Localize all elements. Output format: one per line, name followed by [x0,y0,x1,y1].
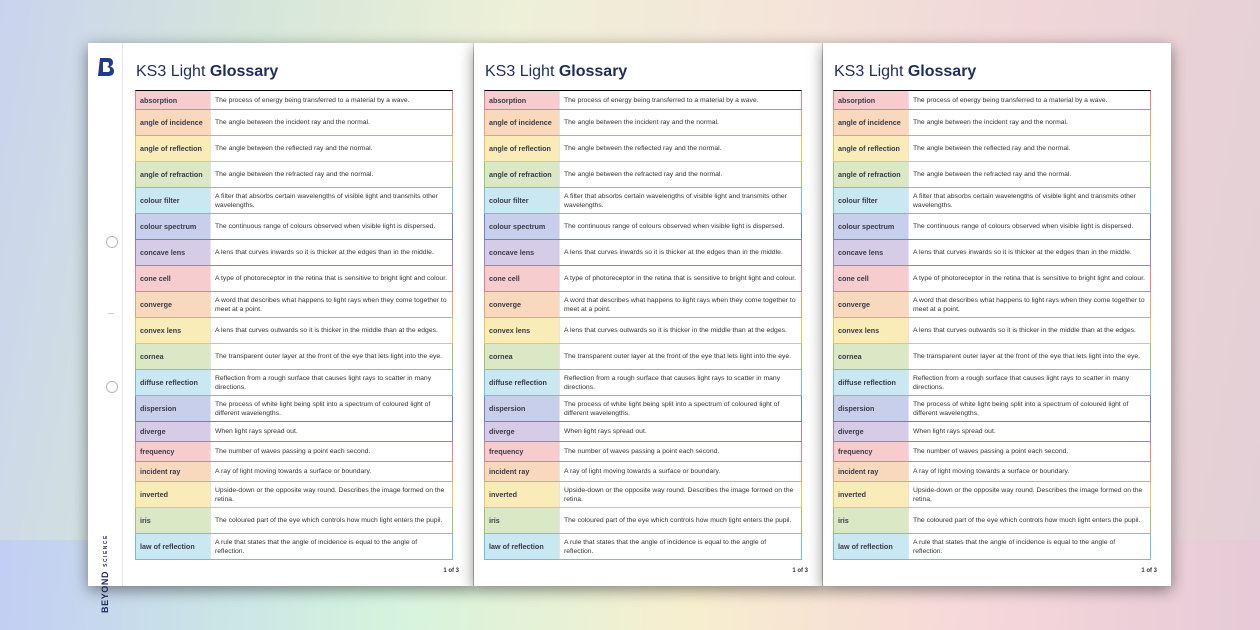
glossary-term: angle of reflection [136,136,210,161]
glossary-row [833,136,1151,162]
glossary-row [484,422,802,442]
glossary-row [833,442,1151,462]
glossary-table [484,90,802,560]
glossary-row [135,266,453,292]
glossary-term: absorption [136,91,210,109]
glossary-row [833,396,1151,422]
glossary-term: law of reflection [834,534,908,559]
glossary-definition: A type of photoreceptor in the retina that is sensitive to bright light and colour. [908,266,1150,291]
glossary-term: cornea [136,344,210,369]
glossary-definition: A rule that states that the angle of incidence is equal to the angle of reflection. [559,534,801,559]
glossary-row [484,110,802,136]
glossary-row [484,396,802,422]
glossary-term: converge [834,292,908,317]
glossary-definition: The coloured part of the eye which controls how much light enters the pupil. [210,508,452,533]
glossary-row [484,240,802,266]
glossary-row [833,90,1151,110]
glossary-term: diffuse reflection [485,370,559,395]
glossary-definition: The transparent outer layer at the front of the eye that lets light into the eye. [559,344,801,369]
glossary-row [484,508,802,534]
glossary-row [135,240,453,266]
glossary-term: frequency [485,442,559,461]
glossary-definition: A rule that states that the angle of incidence is equal to the angle of reflection. [908,534,1150,559]
glossary-definition: The continuous range of colours observed when visible light is dispersed. [559,214,801,239]
glossary-term: colour spectrum [136,214,210,239]
glossary-term: angle of reflection [485,136,559,161]
glossary-term: concave lens [834,240,908,265]
glossary-definition: A lens that curves outwards so it is thicker in the middle than at the edges. [908,318,1150,343]
glossary-row [833,462,1151,482]
glossary-definition: A lens that curves inwards so it is thicker at the edges than in the middle. [210,240,452,265]
glossary-definition: The continuous range of colours observed when visible light is dispersed. [210,214,452,239]
glossary-definition: A filter that absorbs certain wavelengths of visible light and transmits other wavelengths. [559,188,801,213]
page-number: 1 of 3 [792,568,808,574]
glossary-definition: The process of energy being transferred to a material by a wave. [210,91,452,109]
glossary-term: angle of refraction [485,162,559,187]
glossary-definition: The number of waves passing a point each second. [908,442,1150,461]
glossary-row [833,292,1151,318]
glossary-row [135,462,453,482]
brand-label: BEYONDSCIENCE [100,534,110,613]
glossary-definition: A lens that curves outwards so it is thicker in the middle than at the edges. [210,318,452,343]
glossary-row [135,162,453,188]
page-title: KS3 Light Glossary [485,63,628,80]
glossary-row [135,344,453,370]
glossary-term: colour spectrum [485,214,559,239]
glossary-term: incident ray [136,462,210,481]
glossary-term: cornea [485,344,559,369]
glossary-table [135,90,453,560]
glossary-row [484,370,802,396]
binding-sidebar [88,43,123,613]
glossary-row [135,422,453,442]
glossary-row [833,482,1151,508]
glossary-row [484,136,802,162]
glossary-term: iris [834,508,908,533]
glossary-definition: The angle between the incident ray and the normal. [559,110,801,135]
glossary-term: diverge [834,422,908,441]
glossary-row [135,534,453,560]
glossary-definition: A type of photoreceptor in the retina that is sensitive to bright light and colour. [559,266,801,291]
glossary-sheet-3 [823,43,1171,586]
glossary-definition: Reflection from a rough surface that causes light rays to scatter in many directions. [210,370,452,395]
glossary-row [833,508,1151,534]
glossary-term: iris [485,508,559,533]
glossary-term: dispersion [834,396,908,421]
glossary-definition: The process of white light being split into a spectrum of coloured light of different wavelengths. [210,396,452,421]
page-number: 1 of 3 [443,568,459,574]
glossary-definition: The transparent outer layer at the front of the eye that lets light into the eye. [908,344,1150,369]
glossary-term: angle of incidence [485,110,559,135]
glossary-definition: The process of energy being transferred to a material by a wave. [908,91,1150,109]
glossary-term: colour filter [136,188,210,213]
glossary-row [135,482,453,508]
glossary-term: incident ray [834,462,908,481]
glossary-row [135,188,453,214]
glossary-term: cone cell [485,266,559,291]
glossary-term: dispersion [136,396,210,421]
glossary-definition: When light rays spread out. [559,422,801,441]
glossary-row [484,482,802,508]
glossary-definition: The process of white light being split into a spectrum of coloured light of different wavelengths. [908,396,1150,421]
glossary-row [833,318,1151,344]
glossary-term: converge [136,292,210,317]
glossary-definition: A lens that curves inwards so it is thicker at the edges than in the middle. [908,240,1150,265]
glossary-row [484,292,802,318]
glossary-term: colour spectrum [834,214,908,239]
beyond-logo-icon [97,57,115,77]
glossary-row [833,344,1151,370]
glossary-term: angle of incidence [834,110,908,135]
glossary-definition: A ray of light moving towards a surface or boundary. [210,462,452,481]
glossary-term: angle of incidence [136,110,210,135]
glossary-row [484,188,802,214]
glossary-definition: A lens that curves outwards so it is thicker in the middle than at the edges. [559,318,801,343]
glossary-term: concave lens [485,240,559,265]
page-title: KS3 Light Glossary [834,63,977,80]
glossary-definition: The coloured part of the eye which controls how much light enters the pupil. [908,508,1150,533]
glossary-definition: Reflection from a rough surface that causes light rays to scatter in many directions. [559,370,801,395]
glossary-term: concave lens [136,240,210,265]
glossary-row [484,534,802,560]
glossary-term: frequency [834,442,908,461]
glossary-term: cone cell [834,266,908,291]
glossary-term: angle of refraction [136,162,210,187]
glossary-term: absorption [485,91,559,109]
glossary-definition: A word that describes what happens to light rays when they come together to meet at a point. [559,292,801,317]
glossary-term: diverge [485,422,559,441]
glossary-row [484,344,802,370]
glossary-term: converge [485,292,559,317]
glossary-term: convex lens [834,318,908,343]
glossary-row [135,318,453,344]
glossary-term: diffuse reflection [834,370,908,395]
glossary-row [833,110,1151,136]
glossary-term: cone cell [136,266,210,291]
glossary-definition: The process of energy being transferred to a material by a wave. [559,91,801,109]
glossary-definition: A lens that curves inwards so it is thicker at the edges than in the middle. [559,240,801,265]
glossary-definition: The coloured part of the eye which controls how much light enters the pupil. [559,508,801,533]
glossary-row [484,442,802,462]
glossary-definition: The number of waves passing a point each second. [210,442,452,461]
glossary-row [135,136,453,162]
glossary-term: inverted [485,482,559,507]
glossary-row [484,162,802,188]
glossary-term: convex lens [485,318,559,343]
glossary-definition: A filter that absorbs certain wavelengths of visible light and transmits other wavelengths. [210,188,452,213]
glossary-definition: The angle between the refracted ray and the normal. [210,162,452,187]
glossary-definition: The angle between the incident ray and the normal. [908,110,1150,135]
glossary-term: colour filter [834,188,908,213]
glossary-term: dispersion [485,396,559,421]
glossary-definition: The angle between the refracted ray and the normal. [559,162,801,187]
glossary-row [135,292,453,318]
glossary-definition: Reflection from a rough surface that causes light rays to scatter in many directions. [908,370,1150,395]
glossary-definition: A ray of light moving towards a surface or boundary. [559,462,801,481]
glossary-term: frequency [136,442,210,461]
glossary-term: law of reflection [485,534,559,559]
glossary-row [135,110,453,136]
glossary-definition: The angle between the reflected ray and the normal. [210,136,452,161]
glossary-definition: A type of photoreceptor in the retina that is sensitive to bright light and colour. [210,266,452,291]
glossary-term: inverted [136,482,210,507]
glossary-definition: A rule that states that the angle of incidence is equal to the angle of reflection. [210,534,452,559]
glossary-term: cornea [834,344,908,369]
glossary-term: diffuse reflection [136,370,210,395]
glossary-term: angle of reflection [834,136,908,161]
glossary-term: angle of refraction [834,162,908,187]
glossary-row [484,462,802,482]
glossary-term: colour filter [485,188,559,213]
glossary-sheet-2 [474,43,822,586]
glossary-row [833,370,1151,396]
glossary-term: convex lens [136,318,210,343]
glossary-term: absorption [834,91,908,109]
glossary-row [833,214,1151,240]
glossary-definition: The process of white light being split into a spectrum of coloured light of different wavelengths. [559,396,801,421]
glossary-row [833,266,1151,292]
page-number: 1 of 3 [1141,568,1157,574]
glossary-definition: A word that describes what happens to light rays when they come together to meet at a point. [908,292,1150,317]
glossary-definition: The continuous range of colours observed when visible light is dispersed. [908,214,1150,239]
glossary-definition: The number of waves passing a point each second. [559,442,801,461]
glossary-definition: When light rays spread out. [210,422,452,441]
glossary-definition: The transparent outer layer at the front of the eye that lets light into the eye. [210,344,452,369]
glossary-row [833,162,1151,188]
glossary-definition: The angle between the incident ray and the normal. [210,110,452,135]
glossary-definition: A ray of light moving towards a surface or boundary. [908,462,1150,481]
glossary-sheet-1 [88,43,473,613]
glossary-definition: Upside-down or the opposite way round. Describes the image formed on the retina. [908,482,1150,507]
glossary-definition: The angle between the refracted ray and the normal. [908,162,1150,187]
glossary-term: inverted [834,482,908,507]
glossary-definition: When light rays spread out. [908,422,1150,441]
glossary-row [135,370,453,396]
glossary-definition: The angle between the reflected ray and the normal. [908,136,1150,161]
glossary-row [833,240,1151,266]
fold-mark [108,313,114,314]
glossary-row [833,534,1151,560]
glossary-definition: A filter that absorbs certain wavelengths of visible light and transmits other wavelengths. [908,188,1150,213]
glossary-term: iris [136,508,210,533]
glossary-term: incident ray [485,462,559,481]
glossary-term: law of reflection [136,534,210,559]
glossary-row [833,422,1151,442]
glossary-definition: The angle between the reflected ray and the normal. [559,136,801,161]
glossary-row [484,318,802,344]
glossary-row [484,266,802,292]
glossary-row [833,188,1151,214]
glossary-row [135,442,453,462]
glossary-row [135,508,453,534]
glossary-term: diverge [136,422,210,441]
glossary-table [833,90,1151,560]
punch-hole [106,381,118,393]
glossary-row [135,396,453,422]
glossary-definition: A word that describes what happens to light rays when they come together to meet at a point. [210,292,452,317]
page-title: KS3 Light Glossary [136,63,279,80]
glossary-row [135,214,453,240]
glossary-row [484,90,802,110]
glossary-row [484,214,802,240]
punch-hole [106,236,118,248]
glossary-definition: Upside-down or the opposite way round. Describes the image formed on the retina. [210,482,452,507]
glossary-definition: Upside-down or the opposite way round. Describes the image formed on the retina. [559,482,801,507]
glossary-row [135,90,453,110]
